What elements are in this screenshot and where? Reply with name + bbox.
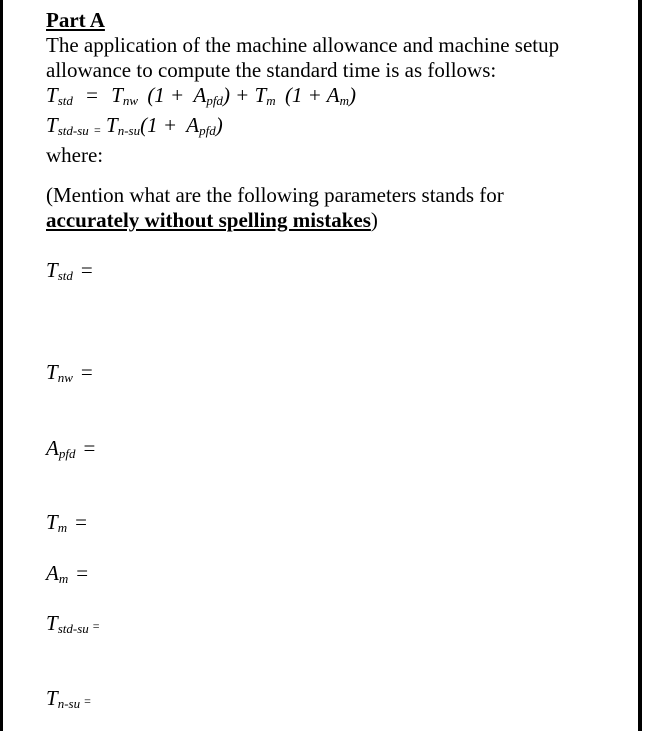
where-label: where: bbox=[46, 143, 104, 167]
param-t-m: $T_m$ = bbox=[46, 510, 87, 535]
equation-standard-time: $T_{std} = T_{nw}$ $(1 + A_{pfd}) + T_m$ $(1 + A_m)$ bbox=[46, 83, 356, 108]
param-a-m: $A_m$ = bbox=[46, 561, 89, 586]
right-border bbox=[638, 0, 642, 731]
param-t-n-su: $T_{n-su}$ = bbox=[46, 686, 91, 711]
equation-setup-time: $T_{std-su} = T_{n-su}(1 + A_{pfd})$ bbox=[46, 113, 223, 138]
instruction-emphasis: accurately without spelling mistakes bbox=[46, 208, 371, 232]
intro-text: The application of the machine allowance and machine setup allowance to compute the standard time is as follows: bbox=[46, 33, 560, 82]
param-a-pfd: $A_{pfd}$ = bbox=[46, 436, 96, 461]
param-t-nw: $T_{nw}$ = bbox=[46, 360, 93, 385]
part-heading: Part A bbox=[46, 8, 105, 32]
left-border bbox=[0, 0, 3, 731]
param-t-std: $T_{std}$ = bbox=[46, 258, 93, 283]
instruction-text: (Mention what are the following parameters stands for accurately without spelling mistakes) bbox=[46, 183, 504, 232]
param-t-std-su: $T_{std-su}$ = bbox=[46, 611, 100, 636]
document-body bbox=[46, 8, 626, 168]
